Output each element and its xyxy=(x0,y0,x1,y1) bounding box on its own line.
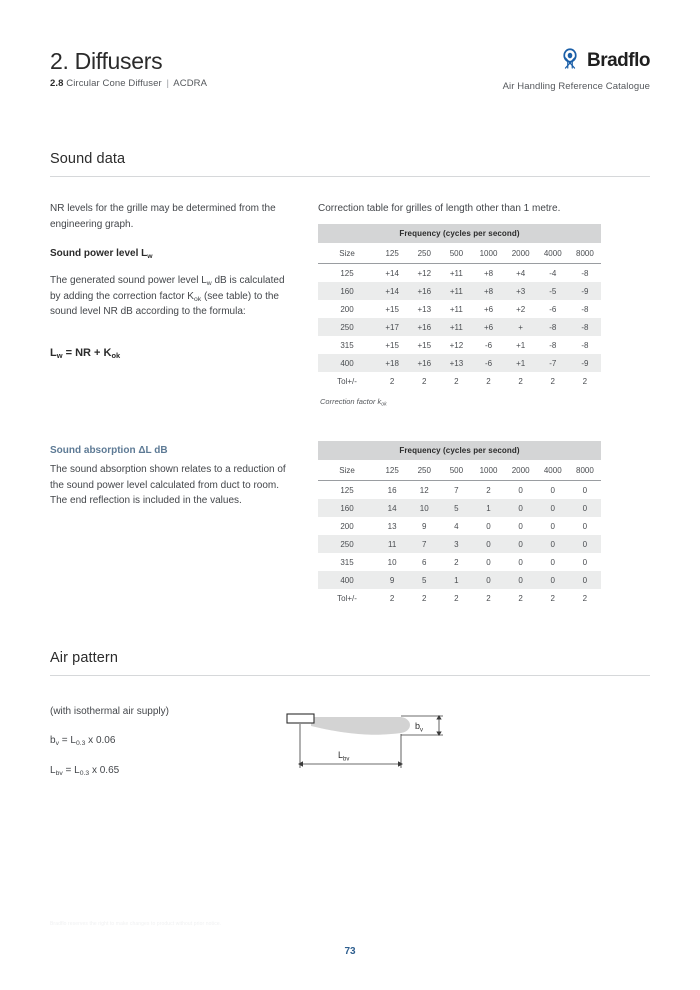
cell-value: 0 xyxy=(505,535,537,553)
cell-value: 5 xyxy=(408,571,440,589)
sound-absorption-paragraph: The sound absorption shown relates to a reduction of the sound power level calculated from duct to room. The end reflection is included in the values. xyxy=(50,464,286,506)
breadcrumb-number: 2.8 xyxy=(50,78,64,89)
table-row xyxy=(318,553,601,571)
cell-value: +13 xyxy=(417,304,432,314)
page-number: 73 xyxy=(344,946,356,957)
cell-value: 2 xyxy=(376,589,408,607)
cell-size: 125 xyxy=(340,268,354,278)
eq2-part2: = L xyxy=(62,765,80,776)
correction-table-header-row xyxy=(318,243,601,264)
breadcrumb-text: Circular Cone Diffuser xyxy=(66,78,162,89)
air-pattern-title: Air pattern xyxy=(50,650,118,666)
correction-table-block xyxy=(318,224,650,406)
absorption-table-block xyxy=(318,441,650,607)
cell-value: 0 xyxy=(569,571,601,589)
cell-value: +3 xyxy=(505,282,537,300)
cell-value: 11 xyxy=(376,535,408,553)
power-body-part2: dB is calculated by adding the correction factor K xyxy=(50,275,285,302)
eq1-sub1: v xyxy=(55,739,59,747)
cell-value: +12 xyxy=(417,268,432,278)
cell-value: +6 xyxy=(472,318,504,336)
cell-value: -5 xyxy=(537,282,569,300)
cell-value: 0 xyxy=(582,521,588,531)
cell-value: +11 xyxy=(440,318,472,336)
cell-value: +17 xyxy=(376,318,408,336)
correction-table-band-header: Frequency (cycles per second) xyxy=(318,224,601,243)
bv-label-sub: v xyxy=(420,727,424,734)
sound-data-title: Sound data xyxy=(50,151,126,167)
formula-part1: L xyxy=(50,347,57,359)
absorption-col-250: 250 xyxy=(408,460,440,481)
cell-value: +6 xyxy=(483,304,494,314)
cell-value: +8 xyxy=(472,282,504,300)
table-row xyxy=(318,499,601,517)
cell-value: 2 xyxy=(408,589,440,607)
correction-col-2000: 2000 xyxy=(505,243,537,264)
cell-size: 400 xyxy=(318,354,376,372)
cell-value: 4 xyxy=(454,521,459,531)
table-row xyxy=(318,571,601,589)
eq1-part2: = L xyxy=(58,735,76,746)
cell-value: +15 xyxy=(385,304,399,314)
cell-value: 14 xyxy=(376,499,408,517)
cell-value: 0 xyxy=(518,485,523,495)
cell-value: -8 xyxy=(581,268,589,278)
cell-value: -8 xyxy=(537,318,569,336)
sound-power-level-label: Sound power level L xyxy=(50,248,148,259)
cell-value: +16 xyxy=(408,318,440,336)
cell-value: 2 xyxy=(505,372,537,390)
cell-value: -6 xyxy=(484,340,493,350)
sound-power-level-heading xyxy=(50,246,290,262)
breadcrumb-code: ACDRA xyxy=(173,78,208,89)
eq2-part1: L xyxy=(50,765,56,776)
table-row xyxy=(318,517,601,535)
cell-value: 0 xyxy=(486,521,491,531)
cell-size: 200 xyxy=(340,304,354,314)
cell-value: 7 xyxy=(454,485,459,495)
correction-col-1000: 1000 xyxy=(472,243,504,264)
air-plume-shape xyxy=(311,717,410,735)
absorption-table-band-header-row xyxy=(318,441,601,460)
cell-value: +13 xyxy=(440,354,472,372)
cell-value: 2 xyxy=(440,372,472,390)
power-body-sub2: ok xyxy=(193,295,202,303)
cell-value: 0 xyxy=(569,535,601,553)
cell-value: +4 xyxy=(516,268,526,278)
cell-value: +11 xyxy=(449,268,463,278)
cell-value: +11 xyxy=(449,304,463,314)
power-body-sub1: w xyxy=(206,279,212,287)
table-row xyxy=(318,372,601,390)
cell-value: +15 xyxy=(417,340,432,350)
cell-value: -6 xyxy=(472,354,504,372)
bradflo-logo-icon xyxy=(559,48,581,75)
cell-value: 2 xyxy=(537,372,569,390)
cell-size: 160 xyxy=(318,282,376,300)
formula-sub1: w xyxy=(56,351,63,361)
correction-table-intro-text: Correction table for grilles of length other than 1 metre. xyxy=(318,203,561,214)
page-header xyxy=(50,48,650,100)
cell-value: +2 xyxy=(516,304,526,314)
absorption-col-8000: 8000 xyxy=(569,460,601,481)
bv-label-main: b xyxy=(415,721,421,731)
cell-value: 2 xyxy=(440,589,472,607)
lbv-label-sub: bv xyxy=(343,756,350,763)
cell-size: 125 xyxy=(340,485,354,495)
correction-col-250: 250 xyxy=(408,243,440,264)
eq2-part3: x 0.65 xyxy=(89,765,120,776)
cell-value: 0 xyxy=(582,557,588,567)
air-pattern-equation-2 xyxy=(50,763,290,779)
cell-value: -8 xyxy=(581,304,589,314)
page-title: 2. Diffusers xyxy=(50,48,163,74)
cell-value: -9 xyxy=(569,282,601,300)
cell-value: 0 xyxy=(472,535,504,553)
cell-value: 2 xyxy=(376,372,408,390)
cell-value: 5 xyxy=(440,499,472,517)
cell-value: 3 xyxy=(440,535,472,553)
correction-table-caption xyxy=(320,397,650,406)
cell-value: -7 xyxy=(537,354,569,372)
cell-value: 10 xyxy=(387,557,397,567)
header-brand-block xyxy=(503,48,650,92)
eq1-part1: b xyxy=(50,735,56,746)
lbv-label xyxy=(338,750,349,763)
absorption-col-size: Size xyxy=(318,460,376,481)
brand-name: Bradflo xyxy=(587,50,650,71)
cell-value: 2 xyxy=(472,589,504,607)
cell-value: 0 xyxy=(550,485,555,495)
cell-value: 2 xyxy=(569,589,601,607)
cell-value: 0 xyxy=(537,499,569,517)
sound-data-intro-text xyxy=(50,201,290,232)
correction-col-125: 125 xyxy=(376,243,408,264)
cell-value: 16 xyxy=(387,485,397,495)
table-row xyxy=(318,589,601,607)
cell-value: 6 xyxy=(422,557,427,567)
cell-value: +18 xyxy=(376,354,408,372)
cell-value: 1 xyxy=(472,499,504,517)
absorption-table-band-header: Frequency (cycles per second) xyxy=(318,441,601,460)
absorption-col-125: 125 xyxy=(376,460,408,481)
correction-col-size: Size xyxy=(318,243,376,264)
sound-power-formula xyxy=(50,346,290,362)
cell-value: 0 xyxy=(537,571,569,589)
air-pattern-divider xyxy=(50,675,650,676)
header-title-block xyxy=(50,48,207,89)
cell-value: +14 xyxy=(376,282,408,300)
absorption-col-1000: 1000 xyxy=(472,460,504,481)
table-row xyxy=(318,318,601,336)
cell-tolerance-label: Tol+/- xyxy=(318,589,376,607)
footer-disclaimer: Bradflo reserves the right to make changes to product without prior notice. xyxy=(50,921,222,927)
formula-part2: = NR + K xyxy=(62,347,112,359)
brand-tagline: Air Handling Reference Catalogue xyxy=(502,81,650,92)
table-row xyxy=(318,336,601,354)
cell-value: +1 xyxy=(505,354,537,372)
cell-value: 0 xyxy=(518,557,523,567)
cell-value: 2 xyxy=(505,589,537,607)
correction-col-500: 500 xyxy=(440,243,472,264)
bv-label xyxy=(415,721,423,734)
lbv-arrow-left xyxy=(298,761,303,766)
absorption-col-4000: 4000 xyxy=(537,460,569,481)
cell-value: 10 xyxy=(408,499,440,517)
cell-value: 2 xyxy=(408,372,440,390)
cell-value: 2 xyxy=(537,589,569,607)
cell-value: +8 xyxy=(483,268,494,278)
power-body-part1: The generated sound power level L xyxy=(50,275,207,286)
table-row xyxy=(318,282,601,300)
eq1-sub2: 0.3 xyxy=(75,739,86,747)
isothermal-note: (with isothermal air supply) xyxy=(50,706,169,717)
sound-power-level-body xyxy=(50,273,290,320)
correction-col-8000: 8000 xyxy=(569,243,601,264)
lbv-label-main: L xyxy=(338,750,344,760)
cell-value: 0 xyxy=(505,499,537,517)
table-row xyxy=(318,300,601,318)
cell-value: 2 xyxy=(569,372,601,390)
air-pattern-diagram xyxy=(283,706,453,786)
cell-value: -8 xyxy=(581,340,589,350)
cell-value: -8 xyxy=(569,318,601,336)
cell-value: + xyxy=(505,318,537,336)
correction-table-intro xyxy=(318,201,650,216)
sound-absorption-label: Sound absorption ΔL dB xyxy=(50,445,168,456)
table-row xyxy=(318,354,601,372)
cell-size: 400 xyxy=(318,571,376,589)
table-row xyxy=(318,481,601,500)
absorption-col-2000: 2000 xyxy=(505,460,537,481)
eq2-sub1: bv xyxy=(55,769,63,777)
power-body-part3: (see table) to the sound level NR dB according to the formula: xyxy=(50,290,279,317)
sound-power-level-subscript: w xyxy=(147,252,153,260)
table-row xyxy=(318,535,601,553)
cell-value: 1 xyxy=(440,571,472,589)
correction-table-band-header-row xyxy=(318,224,601,243)
formula-sub2: ok xyxy=(111,351,121,361)
cell-value: +14 xyxy=(385,268,399,278)
cell-value: 2 xyxy=(486,485,491,495)
cell-size: 160 xyxy=(318,499,376,517)
sound-data-section-header xyxy=(50,151,650,177)
cell-value: 0 xyxy=(518,521,523,531)
cell-value: 2 xyxy=(472,372,504,390)
eq1-part3: x 0.06 xyxy=(85,735,116,746)
cell-value: 0 xyxy=(550,521,555,531)
table-row xyxy=(318,264,601,283)
sound-data-divider xyxy=(50,176,650,177)
cell-value: 0 xyxy=(472,571,504,589)
cell-value: +1 xyxy=(516,340,526,350)
cell-size: 250 xyxy=(318,318,376,336)
cell-size: 250 xyxy=(318,535,376,553)
caption-subscript: ok xyxy=(381,401,387,408)
cell-value: +12 xyxy=(449,340,464,350)
cell-value: 2 xyxy=(454,557,459,567)
correction-table xyxy=(318,224,601,390)
cell-value: 9 xyxy=(422,521,427,531)
lbv-arrow-right xyxy=(398,761,403,766)
air-pattern-equation-1 xyxy=(50,733,290,749)
cell-size: 315 xyxy=(340,340,354,350)
absorption-table xyxy=(318,441,601,607)
cell-value: 0 xyxy=(550,557,555,567)
cell-value: 0 xyxy=(486,557,491,567)
air-pattern-section-header xyxy=(50,650,650,676)
sound-absorption-body xyxy=(50,462,290,509)
absorption-col-500: 500 xyxy=(440,460,472,481)
nr-levels-paragraph: NR levels for the grille may be determined from the engineering graph. xyxy=(50,203,276,230)
cell-value: +16 xyxy=(408,354,440,372)
air-pattern-note xyxy=(50,704,290,720)
grille-rectangle xyxy=(287,714,314,723)
caption-text: Correction factor k xyxy=(320,397,382,406)
correction-col-4000: 4000 xyxy=(537,243,569,264)
breadcrumb-separator: | xyxy=(166,78,170,89)
cell-value: 0 xyxy=(537,535,569,553)
cell-value: -6 xyxy=(549,304,557,314)
cell-tolerance-label: Tol+/- xyxy=(318,372,376,390)
cell-value: 0 xyxy=(582,485,588,495)
cell-value: +15 xyxy=(385,340,399,350)
brand-lockup xyxy=(503,48,650,74)
cell-value: -8 xyxy=(549,340,557,350)
breadcrumb xyxy=(50,78,207,89)
cell-value: -4 xyxy=(549,268,557,278)
cell-size: 315 xyxy=(340,557,354,567)
cell-value: +16 xyxy=(408,282,440,300)
eq2-sub2: 0.3 xyxy=(79,769,90,777)
cell-value: 7 xyxy=(408,535,440,553)
cell-value: 13 xyxy=(387,521,397,531)
absorption-table-header-row xyxy=(318,460,601,481)
cell-value: 0 xyxy=(569,499,601,517)
cell-value: +11 xyxy=(440,282,472,300)
sound-absorption-heading xyxy=(50,443,290,459)
cell-value: 12 xyxy=(419,485,429,495)
cell-value: 0 xyxy=(505,571,537,589)
cell-size: 200 xyxy=(340,521,354,531)
cell-value: 9 xyxy=(376,571,408,589)
cell-value: -9 xyxy=(569,354,601,372)
